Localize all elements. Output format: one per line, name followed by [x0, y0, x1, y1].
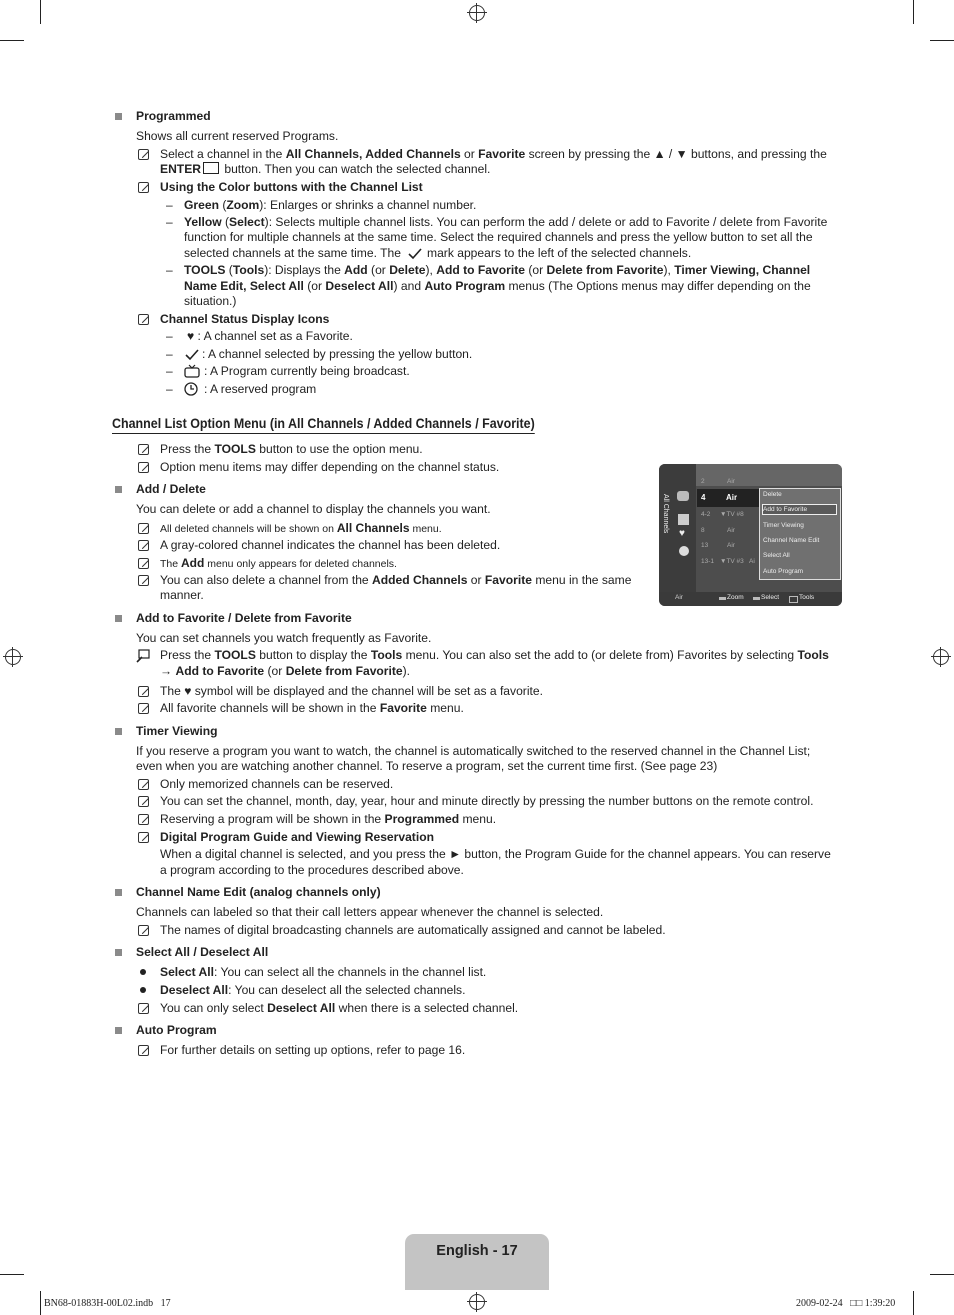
favorite-tools-note-line-2: → Add to Favorite (or Delete from Favorite). [160, 664, 411, 678]
osd-row-num[interactable]: 13 [701, 542, 709, 549]
add-delete-note-4: You can also delete a channel from the Added Channels or Favorite menu in the same [160, 573, 632, 587]
section-title-programmed: Programmed [136, 109, 211, 123]
osd-row-name[interactable]: Air [727, 542, 735, 549]
option-menu-channel-name-edit[interactable]: Channel Name Edit [763, 537, 820, 544]
osd-row-name[interactable]: ▼TV #3 [720, 558, 744, 565]
add-delete-desc: You can delete or add a channel to display the channels you want. [136, 502, 491, 516]
bullet-dot-icon [140, 969, 146, 975]
osd-row-num[interactable]: 2 [701, 478, 705, 485]
bullet-square-icon [115, 949, 122, 956]
registration-mark-icon [469, 1294, 485, 1310]
page-number-label: English - 17 [436, 1243, 518, 1259]
osd-row-num[interactable]: 13-1 [701, 558, 715, 565]
note-icon [138, 444, 149, 455]
osd-footer-tools: Tools [799, 594, 815, 601]
dash-bullet: – [166, 263, 173, 277]
note-icon [138, 575, 149, 586]
channel-list-osd [659, 464, 842, 606]
crop-mark [0, 40, 24, 41]
favorite-note-2: All favorite channels will be shown in the Favorite menu. [160, 701, 464, 715]
osd-row-name[interactable]: ▼TV #8 [720, 511, 744, 518]
note-icon [138, 149, 149, 160]
note-icon [138, 703, 149, 714]
green-zoom-item: Green (Zoom): Enlarges or shrinks a channel number. [184, 198, 477, 212]
tv-icon [184, 364, 200, 378]
option-menu-timer-viewing[interactable]: Timer Viewing [763, 522, 804, 529]
timer-note-1: Only memorized channels can be reserved. [160, 777, 394, 791]
timer-desc: If you reserve a program you want to watch, the channel is automatically switched to the reserved channel in the Channel List; [136, 744, 811, 758]
select-all-item: Select All: You can select all the channels in the channel list. [160, 965, 487, 979]
green-button-icon [719, 597, 726, 600]
tools-item: TOOLS (Tools): Displays the Add (or Delete), Add to Favorite (or Delete from Favorite), Timer Viewing, Channel [184, 263, 811, 277]
name-edit-desc: Channels can labeled so that their call letters appear whenever the channel is selected. [136, 905, 604, 919]
bullet-square-icon [115, 615, 122, 622]
note-icon [138, 686, 149, 697]
note-icon [138, 462, 149, 473]
option-menu-add-to-favorite[interactable]: Add to Favorite [763, 506, 808, 513]
add-delete-note-4-line-2: manner. [160, 588, 204, 602]
crop-mark [930, 40, 954, 41]
osd-row-name[interactable]: Air [727, 478, 735, 485]
tools-icon [789, 596, 798, 603]
option-popup-menu [759, 488, 841, 580]
yellow-select-item-line-3: selected channels at the same time. The [184, 246, 401, 260]
option-menu-note-1: Press the TOOLS button to use the option menu. [160, 442, 423, 456]
crop-mark [40, 0, 41, 24]
option-menu-heading: Channel List Option Menu (in All Channels / Added Channels / Favorite) [112, 415, 535, 434]
osd-footer [659, 592, 842, 606]
crop-mark [0, 1274, 24, 1275]
option-menu-auto-program[interactable]: Auto Program [763, 568, 804, 575]
dash-bullet: – [166, 329, 173, 343]
add-delete-note-3: The Add menu only appears for deleted channels. [160, 556, 397, 570]
clock-icon [184, 382, 198, 396]
crop-mark [913, 1291, 914, 1315]
timer-note-3: Reserving a program will be shown in the Programmed menu. [160, 812, 497, 826]
enter-icon [203, 162, 219, 174]
section-title-auto-program: Auto Program [136, 1023, 217, 1037]
registration-mark-icon [469, 5, 485, 21]
timer-note-4-desc-line-2: a program according to the procedures described above. [160, 863, 464, 877]
timer-note-2: You can set the channel, month, day, year, hour and minute directly by pressing the number buttons on the remote control. [160, 794, 814, 808]
bullet-square-icon [115, 889, 122, 896]
heart-icon: ♥ [679, 528, 685, 539]
note-icon [138, 314, 149, 325]
crop-mark [40, 1291, 41, 1315]
tools-icon [136, 649, 150, 663]
dash-bullet: – [166, 382, 173, 396]
dash-bullet: – [166, 364, 173, 378]
note-icon [138, 796, 149, 807]
programmed-desc: Shows all current reserved Programs. [136, 129, 339, 143]
registration-mark-icon [5, 649, 21, 665]
bullet-square-icon [115, 1027, 122, 1034]
status-tv: : A Program currently being broadcast. [204, 364, 410, 378]
osd-footer-select: Select [761, 594, 780, 601]
crop-mark [913, 0, 914, 24]
note-icon [138, 523, 149, 534]
yellow-button-icon [753, 597, 760, 600]
section-title-name-edit: Channel Name Edit (analog channels only) [136, 885, 381, 899]
osd-footer-zoom: Zoom [727, 594, 744, 601]
section-title-favorite: Add to Favorite / Delete from Favorite [136, 611, 352, 625]
programmed-note-1: Select a channel in the All Channels, Added Channels or Favorite screen by pressing the ▲ / ▼ buttons, and pressing the [160, 147, 827, 161]
status-heart: ♥ : A channel set as a Favorite. [187, 329, 353, 343]
osd-row-name[interactable]: Air [727, 527, 735, 534]
note-icon [138, 779, 149, 790]
status-check: : A channel selected by pressing the yellow button. [202, 347, 473, 361]
yellow-select-item-line-3b: mark appears to the left of the selected channels. [427, 246, 692, 260]
note-icon [138, 558, 149, 569]
bullet-square-icon [115, 728, 122, 735]
added-icon [678, 514, 689, 525]
print-file-info: BN68-01883H-00L02.indb 17 [44, 1298, 171, 1309]
color-buttons-title: Using the Color buttons with the Channel List [160, 180, 423, 194]
note-icon [138, 925, 149, 936]
bullet-square-icon [115, 486, 122, 493]
program-icon [679, 546, 689, 556]
deselect-all-item: Deselect All: You can deselect all the selected channels. [160, 983, 466, 997]
favorite-note-1: The ♥ symbol will be displayed and the channel will be set as a favorite. [160, 684, 543, 698]
tools-item-line-2: Name Edit, Select All (or Deselect All) and Auto Program menus (The Options menus may differ depending on the [184, 279, 811, 293]
note-icon [138, 814, 149, 825]
add-delete-note-2: A gray-colored channel indicates the channel has been deleted. [160, 538, 501, 552]
section-title-timer: Timer Viewing [136, 724, 218, 738]
status-clock: : A reserved program [204, 382, 317, 396]
antenna-icon [677, 491, 689, 501]
note-icon [138, 832, 149, 843]
timer-desc-line-2: even when you are watching another channel. To reserve a program, set the current time first. (See page 23) [136, 759, 718, 773]
tools-item-line-3: situation.) [184, 294, 237, 308]
crop-mark [930, 1274, 954, 1275]
osd-row-name-truncated: Ai [749, 558, 755, 565]
favorite-tools-note: Press the TOOLS button to display the Tools menu. You can also set the add to (or delete from) Favorites by selecting Tools [160, 648, 829, 662]
add-delete-note-1: All deleted channels will be shown on All Channels menu. [160, 521, 442, 535]
note-icon [138, 1003, 149, 1014]
favorite-desc: You can set channels you watch frequently as Favorite. [136, 631, 432, 645]
osd-footer-left: Air [675, 594, 683, 601]
note-icon [138, 182, 149, 193]
registration-mark-icon [933, 649, 949, 665]
dash-bullet: – [166, 198, 173, 212]
status-icons-title: Channel Status Display Icons [160, 312, 330, 326]
print-date-info: 2009-02-24 □□ 1:39:20 [796, 1298, 896, 1309]
dash-bullet: – [166, 215, 173, 229]
option-menu-select-all[interactable]: Select All [763, 552, 790, 559]
osd-row-num[interactable]: 4-2 [701, 511, 711, 518]
note-icon [138, 540, 149, 551]
osd-row-name[interactable]: Air [726, 493, 738, 502]
yellow-select-item: Yellow (Select): Selects multiple channel lists. You can perform the add / delete or add to Favorite / delete from Favorite [184, 215, 828, 229]
bullet-square-icon [115, 113, 122, 120]
option-menu-note-2: Option menu items may differ depending on the channel status. [160, 460, 500, 474]
select-all-note-1: You can only select Deselect All when there is a selected channel. [160, 1001, 519, 1015]
section-title-select-all: Select All / Deselect All [136, 945, 269, 959]
yellow-select-item-line-2: function for multiple channels at the same time. Select the required channels and press the yellow button to set all the [184, 230, 813, 244]
osd-side-label: All Channels [662, 494, 669, 534]
osd-row-num[interactable]: 8 [701, 527, 705, 534]
osd-row-num[interactable]: 4 [701, 493, 706, 502]
section-title-add-delete: Add / Delete [136, 482, 206, 496]
check-icon [408, 248, 422, 260]
option-menu-delete[interactable]: Delete [763, 491, 782, 498]
auto-program-note-1: For further details on setting up options, refer to page 16. [160, 1043, 466, 1057]
check-icon [185, 349, 199, 361]
timer-note-4-title: Digital Program Guide and Viewing Reservation [160, 830, 434, 844]
bullet-dot-icon [140, 987, 146, 993]
programmed-note-1-line-2: ENTER button. Then you can watch the selected channel. [160, 162, 491, 176]
dash-bullet: – [166, 347, 173, 361]
timer-note-4-desc: When a digital channel is selected, and you press the ► button, the Program Guide for the channel appears. You can reserve [160, 847, 831, 861]
name-edit-note-1: The names of digital broadcasting channels are automatically assigned and cannot be labeled. [160, 923, 666, 937]
note-icon [138, 1045, 149, 1056]
